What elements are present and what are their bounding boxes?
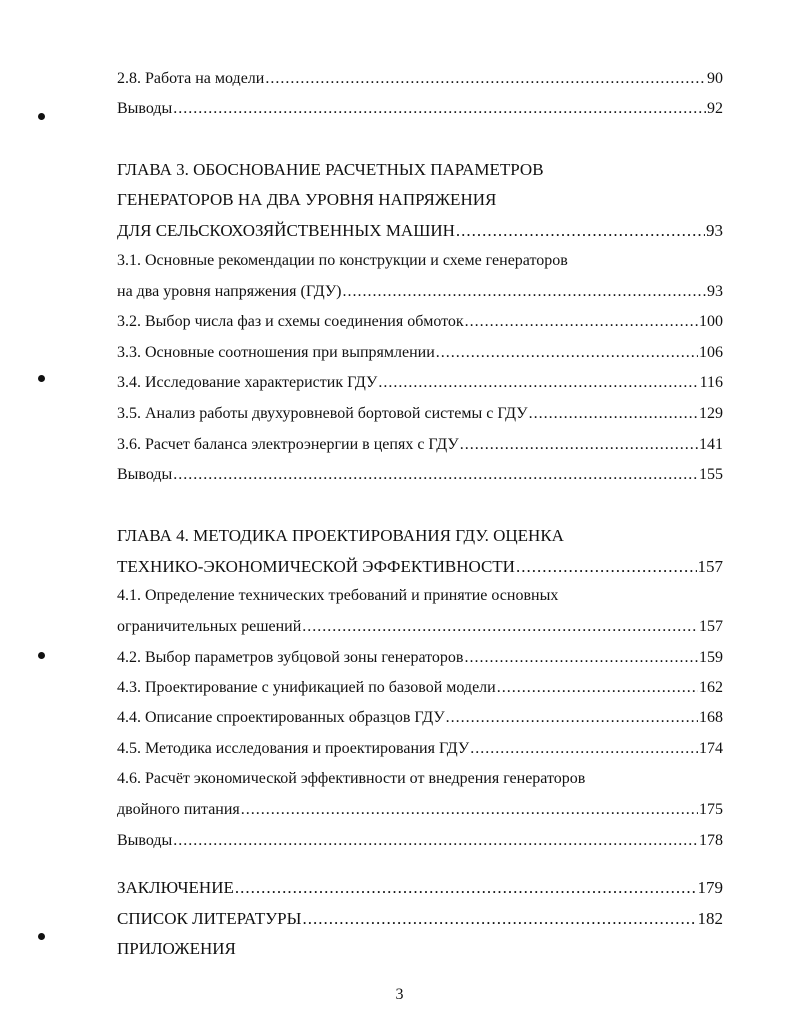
toc-page-number: 93 [706, 221, 723, 240]
toc-entry-text: на два уровня напряжения (ГДУ) [117, 283, 342, 300]
toc-line [117, 313, 723, 331]
toc-entry-text: ограничительных решений [117, 618, 302, 635]
chapter-heading: СПИСОК ЛИТЕРАТУРЫ [117, 909, 302, 928]
toc-line [117, 344, 723, 362]
toc-entry-text: 3.4. Исследование характеристик ГДУ [117, 374, 378, 391]
toc-page-number: 174 [699, 740, 723, 757]
toc-line [117, 190, 723, 210]
toc-page-number: 141 [699, 436, 723, 453]
toc-line [117, 252, 723, 270]
leader-dots [529, 405, 698, 423]
toc-page-number: 157 [697, 557, 723, 576]
leader-dots [302, 909, 696, 929]
toc-line [117, 939, 723, 959]
leader-dots [378, 374, 698, 392]
binder-dot [38, 933, 45, 940]
toc-entry-text: 4.2. Выбор параметров зубцовой зоны генераторов [117, 649, 464, 666]
toc-page-number: 129 [699, 405, 723, 422]
toc-line [117, 436, 723, 454]
toc-line [117, 587, 723, 605]
leader-dots [241, 801, 698, 819]
toc-entry-text: двойного питания [117, 801, 240, 818]
leader-dots [446, 709, 698, 727]
toc-line [117, 770, 723, 788]
toc-page-number: 159 [699, 649, 723, 666]
toc-line [117, 740, 723, 758]
toc-page-number: 168 [699, 709, 723, 726]
toc-line [117, 909, 723, 929]
toc-page-number: 157 [699, 618, 723, 635]
leader-dots [436, 344, 698, 362]
leader-dots [456, 221, 705, 241]
leader-dots [235, 878, 697, 898]
toc-line [117, 878, 723, 898]
toc-entry-text: 4.4. Описание спроектированных образцов ГДУ [117, 709, 445, 726]
toc-entry-text: 3.3. Основные соотношения при выпрямлении [117, 344, 435, 361]
toc-line [117, 70, 723, 88]
leader-dots [516, 557, 697, 577]
toc-line [117, 283, 723, 301]
toc-page-number: 116 [699, 374, 723, 391]
toc-line [117, 221, 723, 241]
leader-dots [173, 100, 706, 118]
leader-dots [464, 649, 698, 667]
binder-dot [38, 113, 45, 120]
leader-dots [173, 832, 698, 850]
toc-page-number: 90 [707, 70, 723, 87]
leader-dots [497, 679, 698, 697]
chapter-heading: ГЛАВА 4. МЕТОДИКА ПРОЕКТИРОВАНИЯ ГДУ. ОЦЕНКА [117, 526, 564, 545]
binder-dot [38, 375, 45, 382]
chapter-heading: ГЕНЕРАТОРОВ НА ДВА УРОВНЯ НАПРЯЖЕНИЯ [117, 190, 497, 209]
toc-line [117, 618, 723, 636]
toc-line [117, 679, 723, 697]
toc-line [117, 709, 723, 727]
toc-line [117, 649, 723, 667]
toc-page-number: 178 [699, 832, 723, 849]
leader-dots [470, 740, 698, 758]
toc-page-number: 106 [699, 344, 723, 361]
toc-entry-text: Выводы [117, 100, 173, 117]
toc-entry-text: Выводы [117, 466, 173, 483]
toc-line [117, 374, 723, 392]
toc-page-number: 155 [699, 466, 723, 483]
toc-page-number: 92 [707, 100, 723, 117]
chapter-heading: ЗАКЛЮЧЕНИЕ [117, 878, 234, 897]
toc-page-number: 175 [699, 801, 723, 818]
page-number: 3 [395, 986, 404, 1003]
leader-dots [302, 618, 698, 636]
leader-dots [460, 436, 698, 454]
toc-page-number: 100 [699, 313, 723, 330]
toc-entry-text: Выводы [117, 832, 173, 849]
toc-entry-text: 4.1. Определение технических требований и принятие основных [117, 587, 559, 604]
toc-entry-text: 3.5. Анализ работы двухуровневой бортовой системы с ГДУ [117, 405, 528, 422]
toc-entry-text: 4.6. Расчёт экономической эффективности от внедрения генераторов [117, 770, 586, 787]
chapter-heading: ГЛАВА 3. ОБОСНОВАНИЕ РАСЧЕТНЫХ ПАРАМЕТРОВ [117, 160, 544, 179]
toc-line [117, 557, 723, 577]
toc-page-number: 182 [697, 909, 723, 928]
binder-dot [38, 652, 45, 659]
toc-entry-text: 2.8. Работа на модели [117, 70, 265, 87]
toc-line [117, 832, 723, 850]
toc-line [117, 160, 723, 180]
toc-page-number: 179 [697, 878, 723, 897]
leader-dots [265, 70, 706, 88]
toc-line [117, 100, 723, 118]
toc-page-number: 93 [707, 283, 723, 300]
chapter-heading: ДЛЯ СЕЛЬСКОХОЗЯЙСТВЕННЫХ МАШИН [117, 221, 455, 240]
toc-entry-text: 4.5. Методика исследования и проектирования ГДУ [117, 740, 470, 757]
toc-entry-text: 3.6. Расчет баланса электроэнергии в цепях с ГДУ [117, 436, 459, 453]
toc-line [117, 405, 723, 423]
toc-entry-text: 4.3. Проектирование с унификацией по базовой модели [117, 679, 496, 696]
leader-dots [342, 283, 706, 301]
toc-page-number: 162 [699, 679, 723, 696]
toc-line [117, 466, 723, 484]
leader-dots [465, 313, 698, 331]
leader-dots [173, 466, 698, 484]
chapter-heading: ТЕХНИКО-ЭКОНОМИЧЕСКОЙ ЭФФЕКТИВНОСТИ [117, 557, 515, 576]
toc-entry-text: 3.1. Основные рекомендации по конструкции и схеме генераторов [117, 252, 568, 269]
toc-line [117, 526, 723, 546]
chapter-heading: ПРИЛОЖЕНИЯ [117, 939, 236, 958]
toc-entry-text: 3.2. Выбор числа фаз и схемы соединения обмоток [117, 313, 464, 330]
toc-line [117, 801, 723, 819]
